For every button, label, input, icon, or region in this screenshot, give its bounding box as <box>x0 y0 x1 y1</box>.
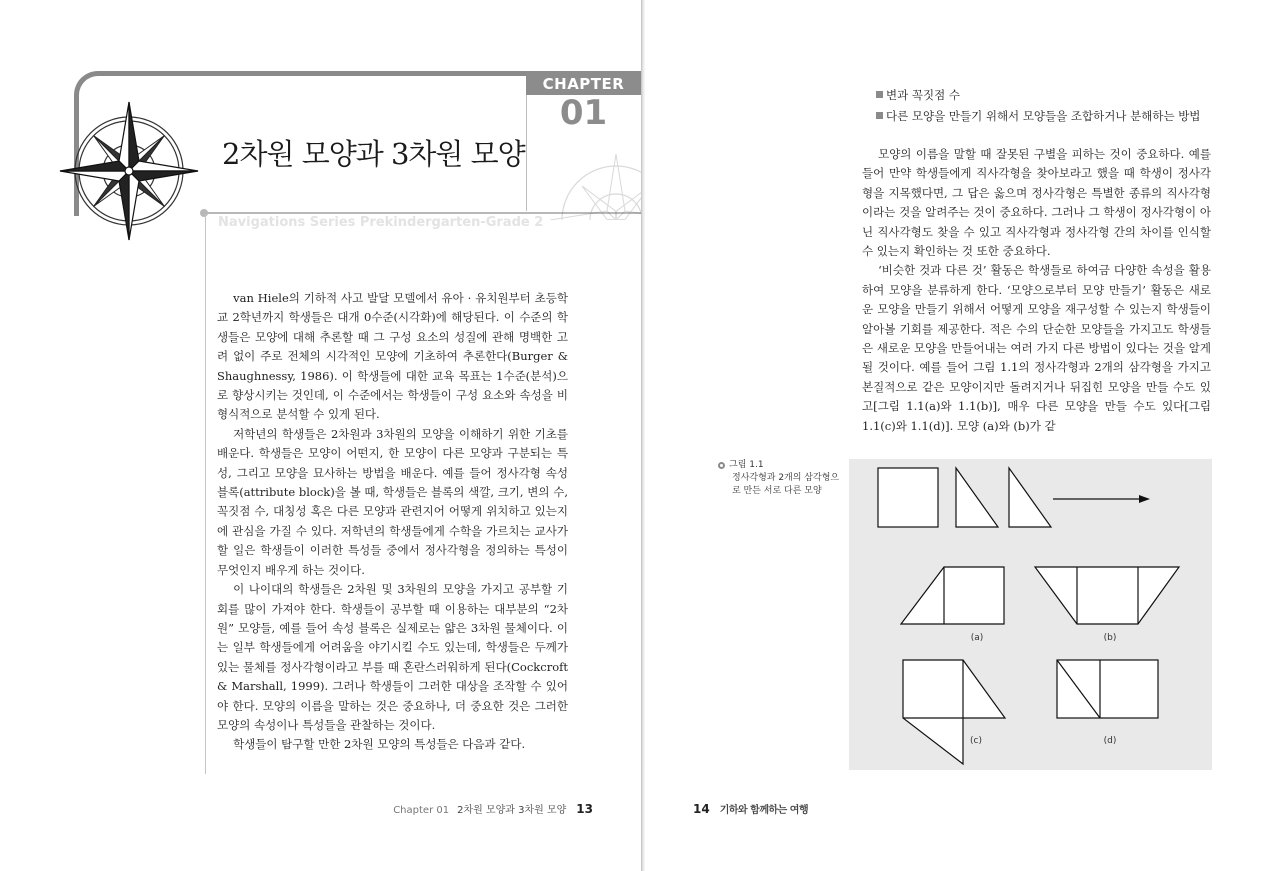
chapter-label: CHAPTER <box>526 71 641 95</box>
right-page-footer <box>693 801 808 816</box>
paragraph: 모양의 이름을 말할 때 잘못된 구별을 피하는 것이 중요하다. 예를 들어 만약 학생들에게 직사각형을 찾아보라고 했을 때 학생이 정사각형을 지목했다면, 그 답은 옳으며 정사각형은 특별한 종류의 직사각형이라는 것을 알려주는 것이 중요하다. 그러나 그 학생이 정사각형이 아닌 직사각형도 찾을 수 있고 직사각형과 정사각형 간의 차이를 인식할 수 있는지 확인하는 것 또한 중요하다. <box>862 147 1211 259</box>
label-c: (c) <box>970 736 982 746</box>
header-divider-dot <box>200 209 208 217</box>
compass-rose-icon <box>58 100 200 242</box>
chapter-title: 2차원 모양과 3차원 모양 <box>222 137 525 171</box>
label-b: (b) <box>1103 633 1117 643</box>
triangle-shape <box>1009 468 1051 527</box>
shape-a <box>901 567 1004 624</box>
label-a: (a) <box>970 633 984 643</box>
series-name: Navigations Series Prekindergarten-Grade 2 <box>218 215 544 230</box>
shape-d <box>1057 660 1158 718</box>
left-page <box>0 0 641 871</box>
paragraph: 학생들이 탐구할 만한 2차원 모양의 특성들은 다음과 같다. <box>233 737 526 752</box>
paragraph: ‘비슷한 것과 다른 것’ 활동은 학생들로 하여금 다양한 속성을 활용하여 모양을 분류하게 한다. ‘모양으로부터 모양 만들기’ 활동은 새로운 모양을 만들기 위해서 어떻게 모양을 재구성할 수 있는지 학생들이 알아볼 기회를 제공한다. 적은 수의 단순한 모양들을 가지고도 학생들은 새로운 모양을 만들어내는 여러 가지 다른 방법이 있다는 것을 알게 될 것이다. 예를 들어 그림 1.1의 정사각형과 2개의 삼각형을 가지고 본질적으로 같은 모양이지만 돌려지거나 뒤집힌 모양을 만들 수도 있고[그림 1.1(a)와 1.1(b)], 매우 다른 모양을 만들 수도 있다[그림 1.1(c)와 1.1(d)]. 모양 (a)와 (b)가 같 <box>862 263 1211 433</box>
paragraph: van Hiele의 기하적 사고 발달 모델에서 유아 · 유치원부터 초등학교 2학년까지 학생들은 대개 0수준(시각화)에 해당된다. 이 수준의 학생들은 모양에 대해 추론할 때 그 구성 요소의 성질에 관해 명백한 고려 없이 주로 전체의 시각적인 모양에 기초하여 추론한다(Burger & Shaughnessy, 1986). 이 학생들에 대한 교육 목표는 1수준(분석)으로 향상시키는 것인데, 이 수준에서는 학생들이 구성 요소와 속성을 비형식적으로 분석할 수 있게 된다. <box>217 291 568 422</box>
paragraph: 저학년의 학생들은 2차원과 3차원의 모양을 이해하기 위한 기초를 배운다. 학생들은 모양이 어떤지, 한 모양이 다른 모양과 구분되는 특성, 그리고 모양을 묘사하는 방법을 배운다. 예를 들어 정사각형 속성 블록(attribute block)을 볼 때, 학생들은 블록의 색깔, 크기, 변의 수, 꼭짓점 수, 대칭성 혹은 다른 모양과 관련지어 어떻게 위치하고 있는지에 관심을 가질 수 있다. 저학년의 학생들에게 수학을 가르치는 교사가 할 일은 학생들이 이러한 특성들 중에서 정사각형을 정의하는 특성이 무엇인지 배우게 하는 것이다. <box>217 426 568 577</box>
book-title: 기하와 함께하는 여행 <box>719 805 809 816</box>
square-bullet-icon <box>876 112 883 119</box>
label-d: (d) <box>1103 736 1117 746</box>
margin-rule <box>205 214 206 774</box>
triangle-shape <box>956 468 998 527</box>
square-shape <box>878 468 938 527</box>
shape-b <box>1035 567 1179 624</box>
bullet-item <box>876 85 1200 106</box>
figure-title: 그림 1.1 <box>729 460 764 470</box>
shape-c <box>903 660 1005 764</box>
figure-caption <box>718 459 840 498</box>
bullet-text: 다른 모양을 만들기 위해서 모양들을 조합하거나 분해하는 방법 <box>886 109 1201 123</box>
figure-description: 정사각형과 2개의 삼각형으로 만든 서로 다른 모양 <box>732 473 840 496</box>
right-body-text <box>862 145 1211 436</box>
square-bullet-icon <box>876 91 883 98</box>
bullet-list <box>876 85 1200 127</box>
page-number: 14 <box>693 802 710 816</box>
left-body-text <box>217 289 568 755</box>
circle-marker-icon <box>718 462 725 469</box>
page-number: 13 <box>576 802 593 816</box>
chapter-badge <box>526 71 641 211</box>
footer-title: 2차원 모양과 3차원 모양 <box>457 805 567 816</box>
left-page-footer <box>393 801 593 816</box>
figure-1-1 <box>849 459 1212 770</box>
chapter-number: 01 <box>559 93 608 133</box>
bullet-text: 변과 꼭짓점 수 <box>886 88 960 102</box>
footer-chapter: Chapter 01 <box>393 805 450 816</box>
paragraph: 이 나이대의 학생들은 2차원 및 3차원의 모양을 가지고 공부할 기회를 많이 가져야 한다. 학생들이 공부할 때 이용하는 대부분의 “2차원” 모양들, 예를 들어 속성 블록은 실제로는 얇은 3차원 물체이다. 이는 일부 학생들에게 어려움을 야기시킬 수도 있는데, 학생들은 두께가 있는 물체를 정사각형이라고 부를 때 혼란스러워하게 된다(Cockcroft & Marshall, 1999). 그러나 학생들이 그러한 대상을 조작할 수 있어야 한다. 모양의 이름을 말하는 것은 중요하나, 더 중요한 것은 그러한 모양의 속성이나 특성들을 관찰하는 것이다. <box>217 582 568 732</box>
bullet-item <box>876 106 1200 127</box>
